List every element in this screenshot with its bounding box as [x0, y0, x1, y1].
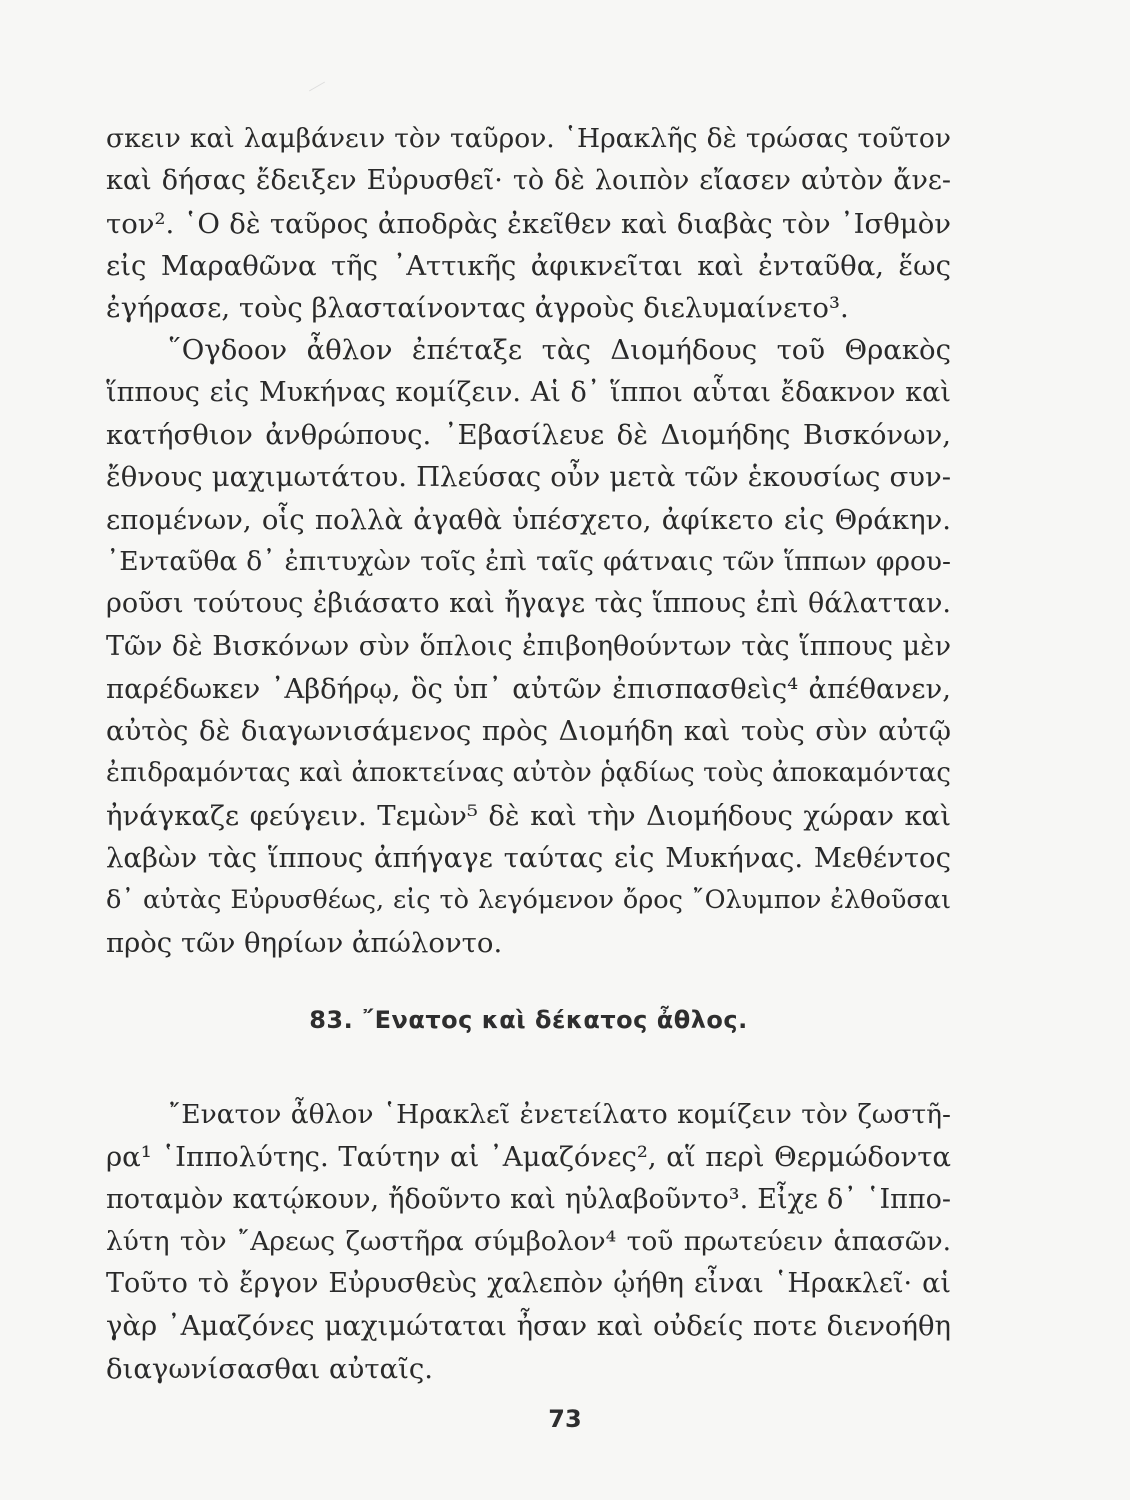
- text-line: τον². ῾Ο δὲ ταῦρος ἀποδρὰς ἐκεῖθεν καὶ διαβὰς τὸν ᾿Ισθμὸν: [106, 207, 951, 240]
- text-line: ρα¹ ῾Ιππολύτης. Ταύτην αἱ ᾿Αμαζόνες², αἵ περὶ Θερμώδοντα: [106, 1141, 951, 1174]
- text-line: ἔθνους μαχιμωτάτου. Πλεύσας οὖν μετὰ τῶν ἑκουσίως συν-: [106, 461, 951, 494]
- text-line: πρὸς τῶν θηρίων ἀπώλοντο.: [106, 926, 503, 959]
- section-heading: 83. ῎Ενατος καὶ δέκατος ἆθλος.: [309, 1006, 748, 1034]
- text-line: ῎Ενατον ἆθλον ῾Ηρακλεῖ ἐνετείλατο κομίζειν τὸν ζωστῆ-: [168, 1099, 951, 1130]
- scan-mark: [309, 82, 325, 92]
- text-line: γὰρ ᾿Αμαζόνες μαχιμώταται ἦσαν καὶ οὐδείς ποτε διενοήθη: [106, 1310, 951, 1343]
- paragraph-3: [106, 1094, 951, 1390]
- text-line: ἐπιδραμόντας καὶ ἀποκτείνας αὐτὸν ῥᾳδίως τοὺς ἀποκαμόντας: [106, 758, 951, 789]
- text-line: καὶ δήσας ἔδειξεν Εὐρυσθεῖ· τὸ δὲ λοιπὸν εἴασεν αὐτὸν ἄνε-: [106, 165, 951, 197]
- text-line: παρέδωκεν ᾿Αβδήρῳ, ὃς ὑπ᾿ αὐτῶν ἐπισπασθεὶς⁴ ἀπέθανεν,: [106, 672, 951, 705]
- text-line: ᾿Ενταῦθα δ᾿ ἐπιτυχὼν τοῖς ἐπὶ ταῖς φάτναις τῶν ἵππων φρου-: [106, 545, 951, 577]
- text-line: ἵππους εἰς Μυκήνας κομίζειν. Αἱ δ᾿ ἵπποι αὗται ἔδακνον καὶ: [106, 376, 951, 408]
- text-line: Τῶν δὲ Βισκόνων σὺν ὅπλοις ἐπιβοηθούντων τὰς ἵππους μὲν: [106, 630, 951, 662]
- text-line: διαγωνίσασθαι αὐταῖς.: [106, 1352, 434, 1385]
- text-line: δ᾿ αὐτὰς Εὐρυσθέως, εἰς τὸ λεγόμενον ὄρος ῎Ολυμπον ἐλθοῦσαι: [106, 885, 951, 916]
- text-line: ῞Ογδοον ἆθλον ἐπέταξε τὰς Διομήδους τοῦ Θρακὸς: [168, 334, 951, 367]
- text-line: επομένων, οἷς πολλὰ ἀγαθὰ ὑπέσχετο, ἀφίκετο εἰς Θράκην.: [106, 503, 951, 536]
- text-line: σκειν καὶ λαμβάνειν τὸν ταῦρον. ῾Ηρακλῆς δὲ τρώσας τοῦτον: [106, 123, 951, 154]
- text-line: Τοῦτο τὸ ἔργον Εὐρυσθεὺς χαλεπὸν ᾠήθη εἶναι ῾Ηρακλεῖ· αἱ: [106, 1268, 951, 1300]
- paragraph-1: [106, 118, 951, 329]
- page-body: [106, 118, 951, 1385]
- paragraph-2: [106, 329, 951, 963]
- text-line: λύτη τὸν ῎Αρεως ζωστῆρα σύμβολον⁴ τοῦ πρωτεύειν ἁπασῶν.: [106, 1225, 951, 1257]
- text-line: ἐγήρασε, τοὺς βλασταίνοντας ἀγροὺς διελυμαίνετο³.: [106, 292, 849, 325]
- text-line: ροῦσι τούτους ἐβιάσατο καὶ ἤγαγε τὰς ἵππους ἐπὶ θάλατταν.: [106, 588, 951, 620]
- text-line: κατήσθιον ἀνθρώπους. ᾿Εβασίλευε δὲ Διομήδης Βισκόνων,: [106, 419, 951, 452]
- text-line: εἰς Μαραθῶνα τῆς ᾿Αττικῆς ἀφικνεῖται καὶ ἐνταῦθα, ἕως: [106, 249, 951, 282]
- text-line: ἠνάγκαζε φεύγειν. Τεμὼν⁵ δὲ καὶ τὴν Διομήδους χώραν καὶ: [106, 799, 951, 832]
- text-line: ποταμὸν κατῴκουν, ἤδοῦντο καὶ ηὐλαβοῦντο³. Εἶχε δ᾿ ῾Ιππο-: [106, 1183, 951, 1215]
- page-number: 73: [548, 1405, 582, 1433]
- text-line: λαβὼν τὰς ἵππους ἀπήγαγε ταύτας εἰς Μυκήνας. Μεθέντος: [106, 842, 951, 875]
- text-line: αὐτὸς δὲ διαγωνισάμενος πρὸς Διομήδη καὶ τοὺς σὺν αὐτῷ: [106, 715, 951, 748]
